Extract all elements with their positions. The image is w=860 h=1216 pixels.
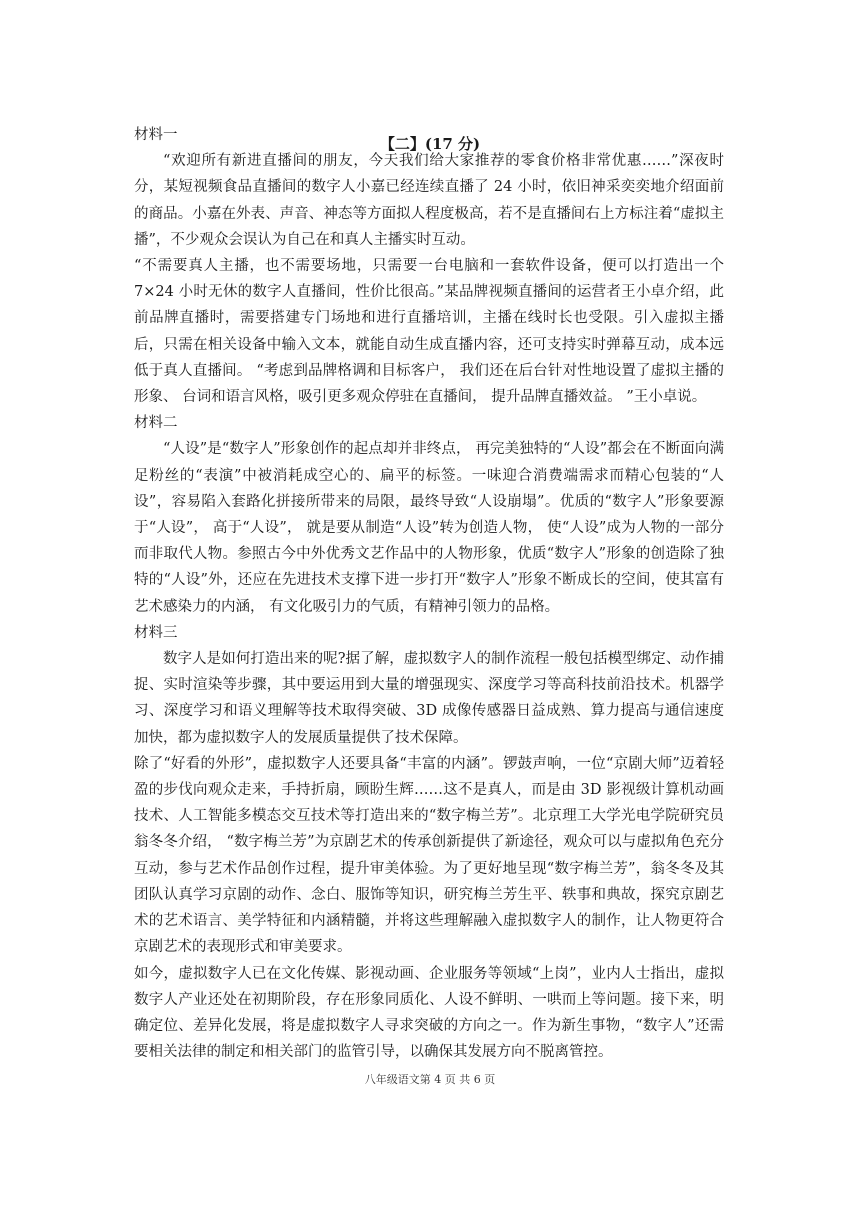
document-body bbox=[134, 122, 724, 1065]
material-one bbox=[134, 122, 724, 410]
paragraph: 数字人是如何打造出来的呢?据了解，虚拟数字人的制作流程一般包括模型绑定、动作捕捉、实时渲染等步骤，其中要运用到大量的增强现实、深度学习等高科技前沿技术。机器学习、深度学习和语义理解等技术取得突破、3D 成像传感器日益成熟、算力提高与通信速度加快，都为虚拟数字人的发展质量提供了技术保障。 bbox=[134, 651, 724, 746]
paragraph: “不需要真人主播，也不需要场地，只需要一台电脑和一套软件设备，便可以打造出一个7×24 小时无休的数字人直播间，性价比很高。”某品牌视频直播间的运营者王小卓介绍，此前品牌直播时，需要搭建专门场地和进行直播培训，主播在线时长也受限。引入虚拟主播后，只需在相关设备中输入文本，就能自动生成直播内容，还可支持实时弹幕互动，成本远低于真人直播间。 “考虑到品牌格调和目标客户， 我们还在后台针对性地设置了虚拟主播的形象、 台词和语言风格，吸引更多观众停驻在直播间， 提升品牌直播效益。 ”王小卓说。 bbox=[134, 258, 724, 406]
paragraph: 如今，虚拟数字人已在文化传媒、影视动画、企业服务等领域“上岗”，业内人士指出，虚拟数字人产业还处在初期阶段，存在形象同质化、人设不鲜明、一哄而上等问题。接下来，明确定位、差异化发展，将是虚拟数字人寻求突破的方向之一。作为新生事物，“数字人”还需要相关法律的制定和相关部门的监管引导，以确保其发展方向不脱离管控。 bbox=[134, 965, 724, 1061]
paragraph: “人设”是“数字人”形象创作的起点却并非终点， 再完美独特的“人设”都会在不断面向满足粉丝的“表演”中被消耗成空心的、扁平的标签。一味迎合消费端需求而精心包装的“人设”，容易陷入套路化拼接所带来的局限，最终导致“人设崩塌”。优质的“数字人”形象要源于“人设”， 高于“人设”， 就是要从制造“人设”转为创造人物， 使“人设”成为人物的一部分而非取代人物。参照古今中外优秀文艺作品中的人物形象，优质“数字人”形象的创造除了独特的“人设”外，还应在先进技术支撑下进一步打开“数字人”形象不断成长的空间，使其富有艺术感染力的内涵， 有文化吸引力的气质，有精神引领力的品格。 bbox=[134, 441, 724, 615]
material-three bbox=[134, 620, 724, 1065]
paragraph: 除了“好看的外形”，虚拟数字人还要具备“丰富的内涵”。锣鼓声响，一位“京剧大师”迈着轻盈的步伐向观众走来，手持折扇，顾盼生辉……这不是真人，而是由 3D 影视级计算机动画技术、人工智能多模态交互技术等打造出来的“数字梅兰芳”。北京理工大学光电学院研究员翁冬冬介绍， “数字梅兰芳”为京剧艺术的传承创新提供了新途径，观众可以与虚拟角色充分互动，参与艺术作品创作过程，提升审美体验。为了更好地呈现“数字梅兰芳”，翁冬冬及其团队认真学习京剧的动作、念白、服饰等知识，研究梅兰芳生平、轶事和典故，探究京剧艺术的艺术语言、美学特征和内涵精髓，并将这些理解融入虚拟数字人的制作，让人物更符合京剧艺术的表现形式和审美要求。 bbox=[134, 755, 724, 956]
material-heading: 材料一 bbox=[134, 127, 178, 143]
section-title: 【二】(17 分) bbox=[379, 135, 481, 153]
material-heading: 材料三 bbox=[134, 624, 178, 641]
material-two bbox=[134, 410, 724, 620]
material-heading: 材料二 bbox=[134, 415, 178, 432]
paragraph: “欢迎所有新进直播间的朋友，今天我们给大家推荐的零食价格非常优惠……”深夜时分，某短视频食品直播间的数字人小嘉已经连续直播了 24 小时，依旧神采奕奕地介绍面前的商品。小嘉在外表、声音、神态等方面拟人程度极高，若不是直播间右上方标注着“虚拟主播”，不少观众会误认为自己在和真人主播实时互动。 bbox=[134, 153, 724, 248]
page-footer: 八年级语文第 4 页 共 6 页 bbox=[364, 1073, 496, 1086]
